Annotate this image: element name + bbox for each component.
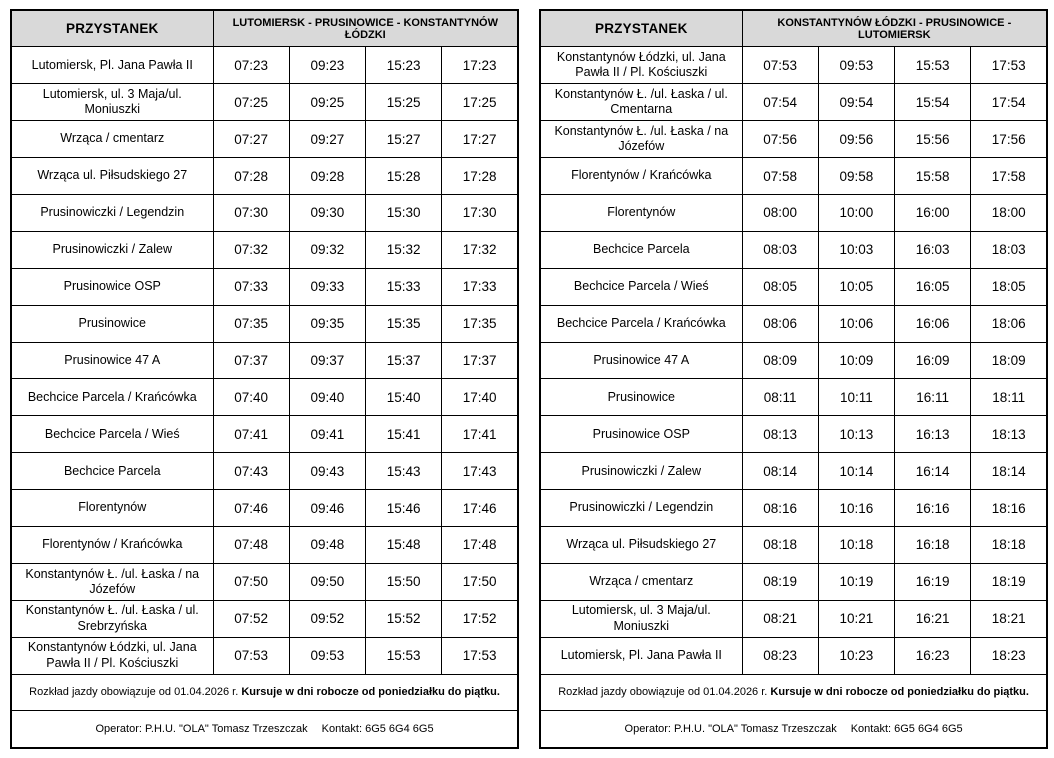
stop-name: Wrząca ul. Piłsudskiego 27 xyxy=(11,158,213,195)
departure-time: 15:46 xyxy=(366,490,442,527)
stop-name: Lutomiersk, Pl. Jana Pawła II xyxy=(540,637,742,674)
departure-time: 07:37 xyxy=(213,342,289,379)
stop-name: Wrząca ul. Piłsudskiego 27 xyxy=(540,526,742,563)
departure-time: 18:19 xyxy=(971,563,1047,600)
departure-time: 07:54 xyxy=(742,84,818,121)
validity-bold-text: Kursuje w dni robocze od poniedziałku do piątku. xyxy=(770,686,1029,699)
stop-name: Prusinowiczki / Zalew xyxy=(540,453,742,490)
departure-time: 10:14 xyxy=(818,453,894,490)
departure-time: 15:56 xyxy=(895,121,971,158)
departure-time: 07:33 xyxy=(213,268,289,305)
departure-time: 17:23 xyxy=(442,47,518,84)
departure-time: 07:28 xyxy=(213,158,289,195)
departure-time: 15:33 xyxy=(366,268,442,305)
header-row xyxy=(540,10,1047,47)
departure-time: 18:11 xyxy=(971,379,1047,416)
timetable-row xyxy=(11,379,518,416)
timetable-return xyxy=(539,9,1048,749)
departure-time: 16:18 xyxy=(895,526,971,563)
departure-time: 09:35 xyxy=(289,305,365,342)
stop-name: Konstantynów Łódzki, ul. Jana Pawła II / Pl. Kościuszki xyxy=(540,47,742,84)
departure-time: 07:27 xyxy=(213,121,289,158)
departure-time: 16:16 xyxy=(895,490,971,527)
departure-time: 17:27 xyxy=(442,121,518,158)
departure-time: 16:05 xyxy=(895,268,971,305)
timetable-row xyxy=(540,563,1047,600)
departure-time: 15:48 xyxy=(366,526,442,563)
departure-time: 18:06 xyxy=(971,305,1047,342)
departure-time: 09:27 xyxy=(289,121,365,158)
operator-row xyxy=(540,711,1047,748)
stop-name: Prusinowice xyxy=(11,305,213,342)
departure-time: 09:52 xyxy=(289,600,365,637)
operator-row xyxy=(11,711,518,748)
stop-name: Prusinowice OSP xyxy=(11,268,213,305)
departure-time: 17:30 xyxy=(442,194,518,231)
departure-time: 15:53 xyxy=(895,47,971,84)
departure-time: 17:53 xyxy=(442,637,518,674)
departure-time: 18:14 xyxy=(971,453,1047,490)
departure-time: 15:37 xyxy=(366,342,442,379)
departure-time: 18:03 xyxy=(971,231,1047,268)
departure-time: 16:09 xyxy=(895,342,971,379)
validity-row xyxy=(540,674,1047,711)
departure-time: 16:13 xyxy=(895,416,971,453)
departure-time: 08:14 xyxy=(742,453,818,490)
departure-time: 09:56 xyxy=(818,121,894,158)
departure-time: 18:09 xyxy=(971,342,1047,379)
timetable-row xyxy=(11,416,518,453)
departure-time: 09:58 xyxy=(818,158,894,195)
timetable-row xyxy=(11,158,518,195)
departure-time: 07:46 xyxy=(213,490,289,527)
departure-time: 10:00 xyxy=(818,194,894,231)
departure-time: 08:11 xyxy=(742,379,818,416)
departure-time: 10:18 xyxy=(818,526,894,563)
timetable-row xyxy=(540,194,1047,231)
departure-time: 09:32 xyxy=(289,231,365,268)
departure-time: 09:53 xyxy=(818,47,894,84)
timetable-row xyxy=(540,490,1047,527)
timetable-row xyxy=(540,453,1047,490)
stops-body xyxy=(11,47,518,674)
stop-name: Bechcice Parcela / Wieś xyxy=(540,268,742,305)
departure-time: 08:21 xyxy=(742,600,818,637)
departure-time: 17:28 xyxy=(442,158,518,195)
departure-time: 15:41 xyxy=(366,416,442,453)
departure-time: 17:37 xyxy=(442,342,518,379)
departure-time: 08:00 xyxy=(742,194,818,231)
timetable-row xyxy=(540,600,1047,637)
departure-time: 15:27 xyxy=(366,121,442,158)
validity-text: Rozkład jazdy obowiązuje od 01.04.2026 r. xyxy=(558,686,768,699)
stop-name: Konstantynów Ł. /ul. Łaska / ul. Cmentarna xyxy=(540,84,742,121)
departure-time: 08:16 xyxy=(742,490,818,527)
departure-time: 16:11 xyxy=(895,379,971,416)
departure-time: 17:40 xyxy=(442,379,518,416)
departure-time: 15:58 xyxy=(895,158,971,195)
stop-name: Lutomiersk, ul. 3 Maja/ul. Moniuszki xyxy=(11,84,213,121)
stops-body xyxy=(540,47,1047,674)
departure-time: 15:54 xyxy=(895,84,971,121)
departure-time: 15:52 xyxy=(366,600,442,637)
departure-time: 17:52 xyxy=(442,600,518,637)
departure-time: 07:53 xyxy=(742,47,818,84)
departure-time: 09:50 xyxy=(289,563,365,600)
stop-name: Prusinowiczki / Zalew xyxy=(11,231,213,268)
departure-time: 09:54 xyxy=(818,84,894,121)
timetable-row xyxy=(540,342,1047,379)
departure-time: 09:40 xyxy=(289,379,365,416)
timetable-row xyxy=(540,121,1047,158)
route-direction-header: KONSTANTYNÓW ŁÓDZKI - PRUSINOWICE - LUTOMIERSK xyxy=(742,10,1047,47)
departure-time: 08:09 xyxy=(742,342,818,379)
departure-time: 09:30 xyxy=(289,194,365,231)
departure-time: 15:53 xyxy=(366,637,442,674)
departure-time: 18:05 xyxy=(971,268,1047,305)
departure-time: 18:21 xyxy=(971,600,1047,637)
departure-time: 18:00 xyxy=(971,194,1047,231)
departure-time: 10:03 xyxy=(818,231,894,268)
departure-time: 10:09 xyxy=(818,342,894,379)
timetable-row xyxy=(540,416,1047,453)
departure-time: 08:06 xyxy=(742,305,818,342)
stop-name: Florentynów / Krańcówka xyxy=(11,526,213,563)
departure-time: 17:33 xyxy=(442,268,518,305)
timetable-row xyxy=(540,84,1047,121)
timetable-row xyxy=(540,526,1047,563)
operator-note xyxy=(540,711,1047,748)
stop-name: Bechcice Parcela xyxy=(540,231,742,268)
departure-time: 07:40 xyxy=(213,379,289,416)
stop-name: Wrząca / cmentarz xyxy=(11,121,213,158)
departure-time: 09:37 xyxy=(289,342,365,379)
departure-time: 18:18 xyxy=(971,526,1047,563)
stop-name: Florentynów xyxy=(540,194,742,231)
header-row xyxy=(11,10,518,47)
departure-time: 10:05 xyxy=(818,268,894,305)
departure-time: 10:11 xyxy=(818,379,894,416)
timetable-row xyxy=(11,231,518,268)
departure-time: 15:30 xyxy=(366,194,442,231)
timetable-row xyxy=(11,600,518,637)
departure-time: 17:25 xyxy=(442,84,518,121)
stop-name: Bechcice Parcela xyxy=(11,453,213,490)
departure-time: 15:40 xyxy=(366,379,442,416)
timetable-row xyxy=(540,47,1047,84)
stop-name: Lutomiersk, ul. 3 Maja/ul. Moniuszki xyxy=(540,600,742,637)
departure-time: 15:25 xyxy=(366,84,442,121)
timetable-row xyxy=(11,194,518,231)
departure-time: 09:46 xyxy=(289,490,365,527)
operator-text: Operator: P.H.U. "OLA" Tomasz Trzeszczak xyxy=(95,723,308,736)
departure-time: 09:25 xyxy=(289,84,365,121)
departure-time: 07:50 xyxy=(213,563,289,600)
departure-time: 07:25 xyxy=(213,84,289,121)
departure-time: 10:21 xyxy=(818,600,894,637)
stop-name: Lutomiersk, Pl. Jana Pawła II xyxy=(11,47,213,84)
validity-text: Rozkład jazdy obowiązuje od 01.04.2026 r. xyxy=(29,686,239,699)
stop-name: Prusinowice xyxy=(540,379,742,416)
departure-time: 16:21 xyxy=(895,600,971,637)
stop-name: Florentynów xyxy=(11,490,213,527)
stop-name: Bechcice Parcela / Krańcówka xyxy=(540,305,742,342)
operator-note xyxy=(11,711,518,748)
validity-row xyxy=(11,674,518,711)
departure-time: 09:41 xyxy=(289,416,365,453)
departure-time: 15:43 xyxy=(366,453,442,490)
departure-time: 07:43 xyxy=(213,453,289,490)
departure-time: 15:23 xyxy=(366,47,442,84)
departure-time: 17:32 xyxy=(442,231,518,268)
departure-time: 07:41 xyxy=(213,416,289,453)
contact-text: Kontakt: 6G5 6G4 6G5 xyxy=(850,723,963,736)
departure-time: 07:52 xyxy=(213,600,289,637)
departure-time: 10:16 xyxy=(818,490,894,527)
stop-name: Florentynów / Krańcówka xyxy=(540,158,742,195)
departure-time: 17:58 xyxy=(971,158,1047,195)
stop-name: Bechcice Parcela / Wieś xyxy=(11,416,213,453)
stop-name: Bechcice Parcela / Krańcówka xyxy=(11,379,213,416)
departure-time: 17:54 xyxy=(971,84,1047,121)
departure-time: 17:53 xyxy=(971,47,1047,84)
departure-time: 15:50 xyxy=(366,563,442,600)
departure-time: 16:19 xyxy=(895,563,971,600)
departure-time: 15:32 xyxy=(366,231,442,268)
timetable-row xyxy=(540,637,1047,674)
departure-time: 18:23 xyxy=(971,637,1047,674)
departure-time: 18:13 xyxy=(971,416,1047,453)
timetable-row xyxy=(11,268,518,305)
departure-time: 17:56 xyxy=(971,121,1047,158)
departure-time: 18:16 xyxy=(971,490,1047,527)
departure-time: 07:53 xyxy=(213,637,289,674)
stop-name: Konstantynów Łódzki, ul. Jana Pawła II / Pl. Kościuszki xyxy=(11,637,213,674)
timetable-outbound xyxy=(10,9,519,749)
departure-time: 16:14 xyxy=(895,453,971,490)
contact-text: Kontakt: 6G5 6G4 6G5 xyxy=(321,723,434,736)
stop-name: Prusinowice 47 A xyxy=(11,342,213,379)
departure-time: 07:48 xyxy=(213,526,289,563)
departure-time: 16:03 xyxy=(895,231,971,268)
stop-column-header: PRZYSTANEK xyxy=(11,10,213,47)
departure-time: 15:28 xyxy=(366,158,442,195)
departure-time: 17:50 xyxy=(442,563,518,600)
timetable-row xyxy=(11,84,518,121)
departure-time: 07:58 xyxy=(742,158,818,195)
timetable-row xyxy=(540,305,1047,342)
departure-time: 16:06 xyxy=(895,305,971,342)
timetable-row xyxy=(11,342,518,379)
departure-time: 16:23 xyxy=(895,637,971,674)
departure-time: 17:41 xyxy=(442,416,518,453)
departure-time: 17:48 xyxy=(442,526,518,563)
departure-time: 10:06 xyxy=(818,305,894,342)
departure-time: 07:35 xyxy=(213,305,289,342)
departure-time: 09:28 xyxy=(289,158,365,195)
route-direction-header: LUTOMIERSK - PRUSINOWICE - KONSTANTYNÓW ŁÓDZKI xyxy=(213,10,518,47)
validity-note xyxy=(540,674,1047,711)
departure-time: 17:35 xyxy=(442,305,518,342)
departure-time: 09:33 xyxy=(289,268,365,305)
timetable-row xyxy=(540,231,1047,268)
stop-name: Konstantynów Ł. /ul. Łaska / ul. Srebrzyńska xyxy=(11,600,213,637)
timetable-row xyxy=(540,379,1047,416)
timetable-row xyxy=(11,490,518,527)
departure-time: 07:56 xyxy=(742,121,818,158)
departure-time: 08:05 xyxy=(742,268,818,305)
operator-text: Operator: P.H.U. "OLA" Tomasz Trzeszczak xyxy=(624,723,837,736)
departure-time: 08:03 xyxy=(742,231,818,268)
departure-time: 17:46 xyxy=(442,490,518,527)
departure-time: 09:53 xyxy=(289,637,365,674)
departure-time: 09:23 xyxy=(289,47,365,84)
departure-time: 17:43 xyxy=(442,453,518,490)
departure-time: 09:43 xyxy=(289,453,365,490)
stop-name: Prusinowice OSP xyxy=(540,416,742,453)
stop-name: Prusinowice 47 A xyxy=(540,342,742,379)
departure-time: 08:19 xyxy=(742,563,818,600)
timetable-row xyxy=(11,637,518,674)
timetable-row xyxy=(540,268,1047,305)
stop-column-header: PRZYSTANEK xyxy=(540,10,742,47)
stop-name: Konstantynów Ł. /ul. Łaska / na Józefów xyxy=(540,121,742,158)
timetable-row xyxy=(540,158,1047,195)
departure-time: 10:23 xyxy=(818,637,894,674)
departure-time: 07:23 xyxy=(213,47,289,84)
stop-name: Konstantynów Ł. /ul. Łaska / na Józefów xyxy=(11,563,213,600)
departure-time: 16:00 xyxy=(895,194,971,231)
departure-time: 15:35 xyxy=(366,305,442,342)
timetable-row xyxy=(11,47,518,84)
stop-name: Wrząca / cmentarz xyxy=(540,563,742,600)
timetable-row xyxy=(11,305,518,342)
departure-time: 10:13 xyxy=(818,416,894,453)
departure-time: 08:18 xyxy=(742,526,818,563)
departure-time: 08:23 xyxy=(742,637,818,674)
validity-note xyxy=(11,674,518,711)
stop-name: Prusinowiczki / Legendzin xyxy=(11,194,213,231)
timetable-row xyxy=(11,526,518,563)
departure-time: 09:48 xyxy=(289,526,365,563)
timetable-row xyxy=(11,453,518,490)
timetable-row xyxy=(11,121,518,158)
departure-time: 07:32 xyxy=(213,231,289,268)
departure-time: 07:30 xyxy=(213,194,289,231)
stop-name: Prusinowiczki / Legendzin xyxy=(540,490,742,527)
validity-bold-text: Kursuje w dni robocze od poniedziałku do piątku. xyxy=(241,686,500,699)
timetable-row xyxy=(11,563,518,600)
departure-time: 08:13 xyxy=(742,416,818,453)
departure-time: 10:19 xyxy=(818,563,894,600)
